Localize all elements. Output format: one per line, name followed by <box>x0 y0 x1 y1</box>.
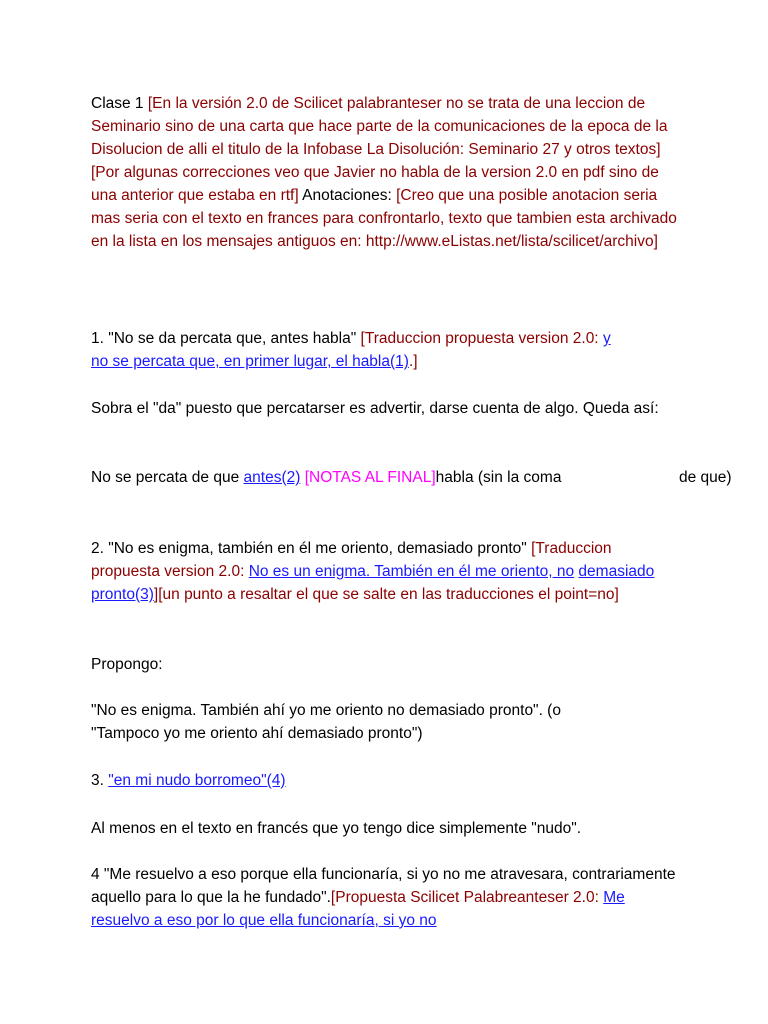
item2-line-3: demasiado pronto(3)][un punto a resaltar el que se salte en las traducciones <box>91 563 655 603</box>
item2-line-1: 2. "No es enigma, también en él me oriento, demasiado pronto" [Traduccion <box>91 540 612 557</box>
intro-block <box>91 92 679 253</box>
item2-line-4: el point=no] <box>538 586 619 603</box>
item-1 <box>91 327 679 373</box>
item-3: 3. "en mi nudo borromeo"(4) <box>91 772 286 789</box>
intro-line-3: comunicaciones de la epoca de la Disolucion de alli el titulo de la Infobase <box>91 118 668 158</box>
item3-link-nudo[interactable]: "en mi nudo borromeo"(4) <box>108 772 286 789</box>
intro-line-5: Javier no habla de la version 2.0 en pdf sino de una anterior que estaba en <box>91 164 659 204</box>
intro-line-6: rtf] <box>280 187 299 204</box>
item2-line-2: propuesta version 2.0: No es un enigma. También en él me oriento, no <box>91 563 575 580</box>
intro-line-1: Clase 1 [En la versión 2.0 de Scilicet palabranteser no se trata de una <box>91 95 571 112</box>
item4-line-3: Palabreanteser 2.0: Me resuelvo a eso por lo que ella funcionaría, si yo no <box>91 889 625 929</box>
item4-line-2: contrariamente aquello para lo que la he fundado".[Propuesta Scilicet <box>91 866 676 906</box>
item1-quote: 1. "No se da percata que, antes habla" <box>91 330 357 347</box>
item-2 <box>91 537 679 606</box>
item2-link-translation[interactable]: No es un enigma. También en él me oriento, no <box>248 563 575 580</box>
item1-line-1 <box>91 330 611 347</box>
propongo-label: Propongo: <box>91 656 163 673</box>
anotaciones-line-3: los mensajes antiguos en: http://www.eListas.net/lista/scilicet/archivo] <box>182 233 658 250</box>
notas-al-final: [NOTAS AL FINAL] <box>304 469 436 486</box>
item2-link-translation-2[interactable]: demasiado pronto(3) <box>91 563 655 603</box>
item1-link-translation[interactable]: no se percata que, en primer lugar, el habla(1) <box>91 353 409 370</box>
item1-queda-end: de que) <box>679 469 732 486</box>
item1-queda-line: No se percata de que antes(2) [NOTAS AL FINAL]habla (sin la coma <box>91 469 562 486</box>
item1-link-y[interactable]: y <box>602 330 611 347</box>
item1-link-antes[interactable]: antes(2) <box>243 469 301 486</box>
anotaciones-line-1: Anotaciones: [Creo que una posible anotacion seria mas seria con el texto <box>91 187 658 227</box>
item-4 <box>91 863 679 932</box>
intro-line-4: La Disolución: Seminario 27 y otros textos] [Por algunas correcciones veo que <box>91 141 661 181</box>
anotaciones-line-2: en frances para confrontarlo, texto que tambien esta archivado en la lista en <box>91 210 677 250</box>
item3-note: Al menos en el texto en francés que yo tengo dice simplemente "nudo". <box>91 820 582 837</box>
clase-label: Clase 1 <box>91 95 144 112</box>
item1-translation-label: [Traduccion propuesta version 2.0: <box>360 330 599 347</box>
propongo-text: "No es enigma. También ahí yo me oriento no demasiado pronto". (o "Tampoco yo me oriento ahí demasiado pronto") <box>91 702 561 742</box>
item1-note: Sobra el "da" puesto que percatarser es advertir, darse cuenta de algo. Queda así: <box>91 400 659 417</box>
anotaciones-label: Anotaciones: <box>302 187 392 204</box>
item4-line-1: 4 "Me resuelvo a eso porque ella funcionaría, si yo no me atravesara, <box>91 866 568 883</box>
intro-line-2: leccion de Seminario sino de una carta que hace parte de la <box>91 95 646 135</box>
item4-link-translation[interactable]: Me resuelvo a eso por lo que ella funcionaría, si yo no <box>91 889 625 929</box>
item2-quote: 2. "No es enigma, también en él me oriento, demasiado pronto" <box>91 540 527 557</box>
item1-line-2: no se percata que, en primer lugar, el habla(1).] <box>91 353 418 370</box>
text-occluder <box>598 462 670 492</box>
